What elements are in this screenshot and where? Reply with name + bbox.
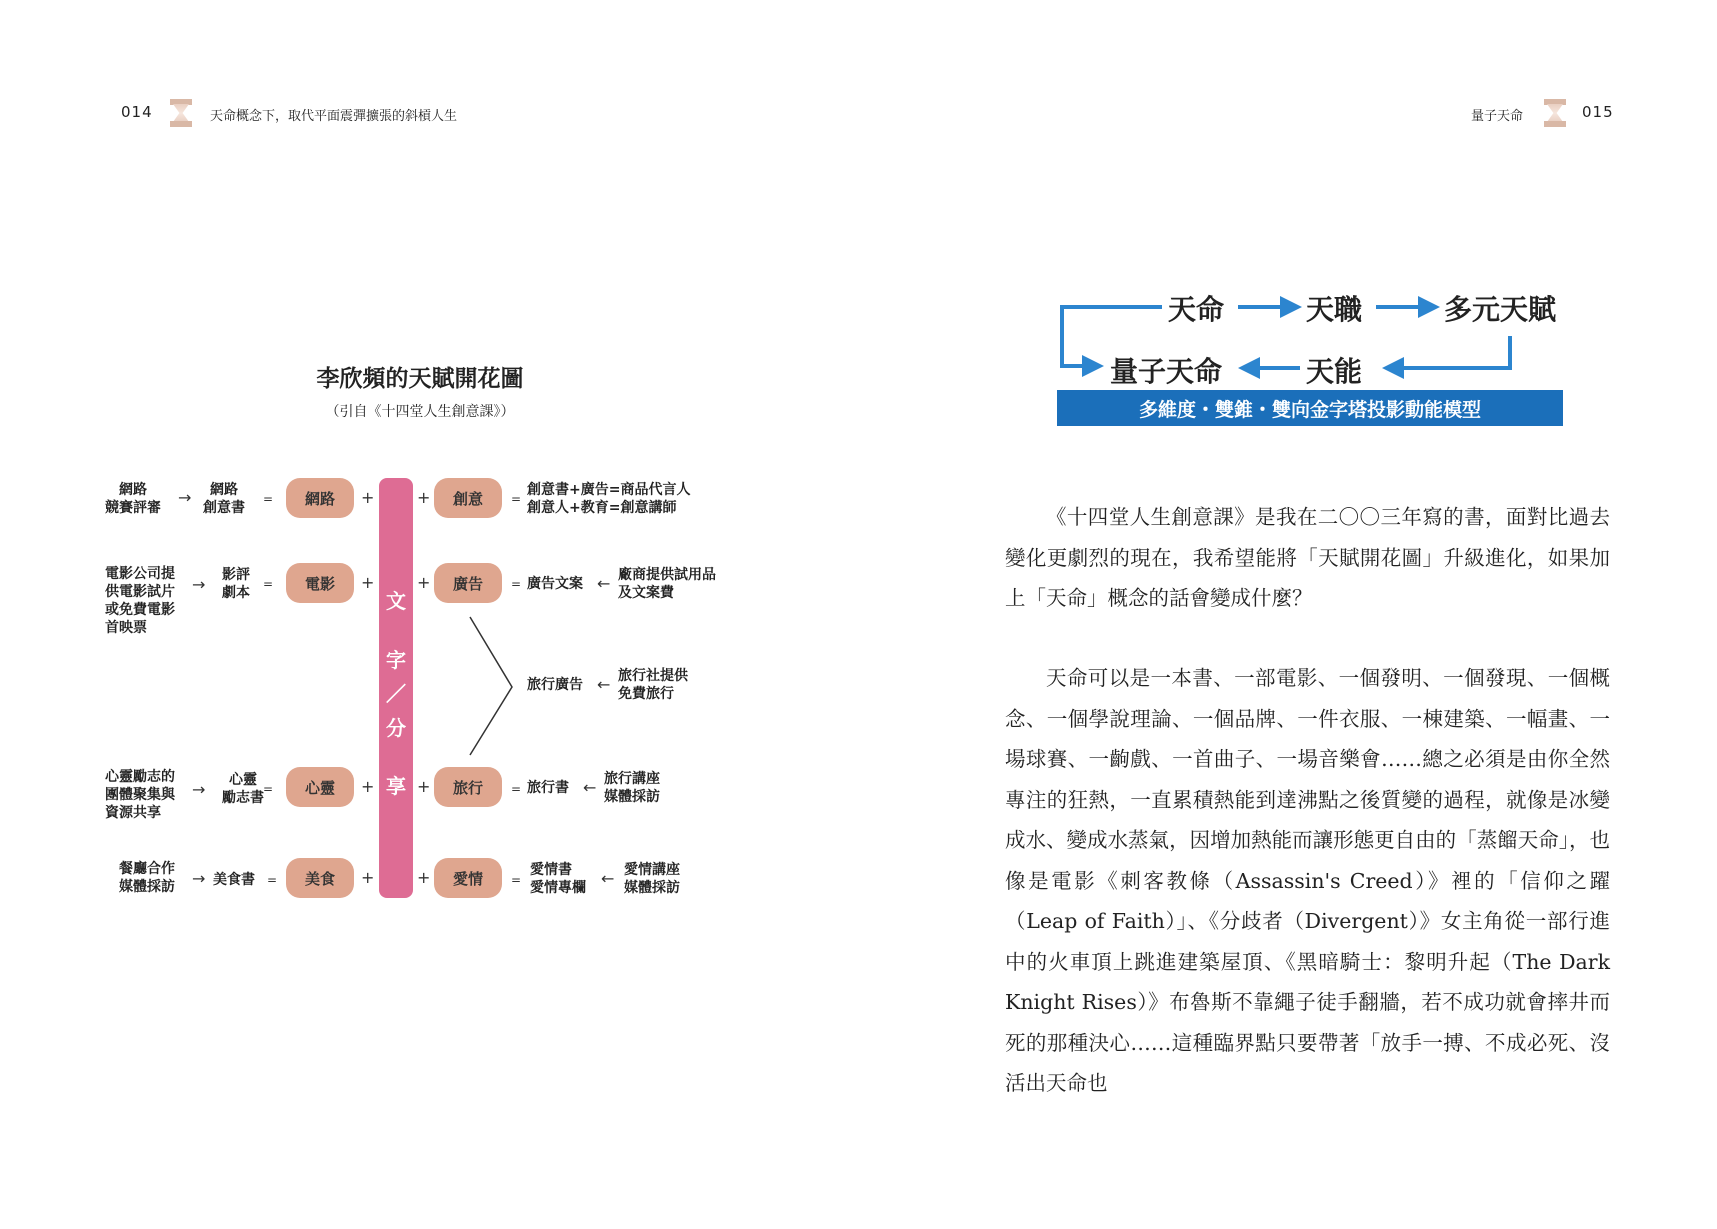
equals-sign: = — [263, 782, 274, 796]
plus-sign: + — [361, 488, 375, 507]
equals-sign: = — [511, 577, 522, 591]
pill-left: 美食 — [286, 858, 354, 898]
plus-sign: + — [417, 488, 431, 507]
hourglass-icon — [1544, 99, 1566, 127]
connector-line — [1238, 305, 1284, 309]
left-page-number: 014 — [121, 103, 153, 121]
row-result: 旅行書 — [527, 780, 569, 796]
center-bar-char: 字 — [386, 648, 406, 672]
arrow-left: ← — [601, 869, 615, 888]
row-result-source: 旅行社提供 免費旅行 — [618, 668, 688, 702]
equals-sign: = — [267, 873, 278, 887]
plus-sign: + — [417, 777, 431, 796]
row-mid: 美食書 — [213, 872, 255, 888]
arrow-right: → — [192, 575, 206, 594]
arrow-right: → — [192, 869, 206, 888]
arrow-left: ← — [597, 574, 611, 593]
arrow-right: → — [178, 488, 192, 507]
right-page-number: 015 — [1582, 103, 1614, 121]
row-source: 心靈勵志的 團體聚集與 資源共享 — [105, 769, 175, 821]
plus-sign: + — [361, 777, 375, 796]
center-bar-char: ／ — [386, 682, 406, 706]
pill-left: 電影 — [286, 563, 354, 603]
paragraph-text: 天命可以是一本書、一部電影、一個發明、一個發現、一個概念、一個學說理論、一個品牌、一件衣服、一棟建築、一幅畫、一場球賽、一齣戲、一首曲子、一場音樂會……總之必須是由你全然專注的狂熱，一直累積熱能到達沸點之後質變的過程，就像是冰變成水、變成水蒸氣，因增加熱能而讓形態更自由的「蒸餾天命」，也像是電影《刺客教條（Assassin's Creed）》裡的「信仰之躍（Leap of Faith）」、《分歧者（Divergent）》女主角從一部行進中的火車頂上跳進建築屋頂、《黑暗騎士：黎明升起（The Dark Knight Rises）》布魯斯不靠繩子徒手翻牆，若不成功就會摔井而死的那種決心……這種臨界點只要帶著「放手一搏、不成必死、沒活出天命也 — [1005, 666, 1610, 1095]
plus-sign: + — [361, 573, 375, 592]
equals-sign: = — [511, 782, 522, 796]
hourglass-icon — [170, 99, 192, 127]
row-result-source: 愛情講座 媒體採訪 — [624, 862, 680, 896]
diagram-title: 李欣頻的天賦開花圖 — [316, 366, 524, 392]
top-node-talents: 多元天賦 — [1444, 293, 1557, 326]
row-result: 創意書+廣告=商品代言人 創意人+教育=創意講師 — [527, 482, 691, 516]
equals-sign: = — [511, 873, 522, 887]
pill-right: 廣告 — [434, 563, 502, 603]
connector-line — [1400, 366, 1512, 370]
pill-right: 旅行 — [434, 767, 502, 807]
model-caption-bar: 多維度・雙錐・雙向金字塔投影動能模型 — [1057, 390, 1563, 426]
connector-line — [1060, 305, 1162, 309]
right-chapter-title: 量子天命 — [1471, 109, 1524, 124]
diagram-subtitle: （引自《十四堂人生創意課》） — [325, 404, 515, 420]
left-chapter-title: 天命概念下，取代平面震彈擴張的斜槓人生 — [210, 109, 458, 124]
plus-sign: + — [417, 573, 431, 592]
pill-right: 愛情 — [434, 858, 502, 898]
body-paragraph-2 — [1005, 658, 1610, 1104]
arrow-left: ← — [597, 675, 611, 694]
arrow-left: ← — [583, 778, 597, 797]
pill-left: 心靈 — [286, 767, 354, 807]
connector-line — [1256, 366, 1300, 370]
center-bar-char: 分 — [386, 716, 406, 740]
row-mid: 心靈 勵志書 — [222, 772, 264, 806]
arrow-right-icon — [1280, 296, 1302, 318]
pill-left: 網路 — [286, 478, 354, 518]
arrow-right-icon — [1082, 355, 1104, 377]
row-mid: 網路 創意書 — [203, 482, 245, 516]
plus-sign: + — [417, 868, 431, 887]
top-node-vocation: 天職 — [1306, 293, 1363, 326]
top-node-destiny: 天命 — [1168, 293, 1225, 326]
center-bar-char: 享 — [386, 774, 406, 798]
bottom-node-ability: 天能 — [1306, 355, 1363, 388]
arrow-right: → — [192, 780, 206, 799]
arrow-right-icon — [1418, 296, 1440, 318]
pill-right: 創意 — [434, 478, 502, 518]
fork-lines — [460, 615, 520, 760]
row-mid: 影評 劇本 — [222, 567, 250, 601]
center-bar-char: 文 — [386, 589, 406, 613]
row-source: 餐廳合作 媒體採訪 — [119, 861, 175, 895]
paragraph-text: 《十四堂人生創意課》是我在二〇〇三年寫的書，面對比過去變化更劇烈的現在，我希望能將「天賦開花圖」升級進化，如果加上「天命」概念的話會變成什麼？ — [1005, 505, 1610, 610]
equals-sign: = — [511, 492, 522, 506]
connector-line — [1060, 305, 1064, 368]
connector-line — [1508, 336, 1512, 370]
equals-sign: = — [263, 492, 274, 506]
equals-sign: = — [263, 577, 274, 591]
row-source: 電影公司提 供電影試片 或免費電影 首映票 — [105, 566, 175, 636]
row-result: 旅行廣告 — [527, 677, 583, 693]
connector-line — [1376, 305, 1422, 309]
row-result: 廣告文案 — [527, 576, 583, 592]
row-result: 愛情書 愛情專欄 — [530, 862, 586, 896]
bottom-node-quantum-destiny: 量子天命 — [1110, 355, 1223, 388]
row-result-source: 旅行講座 媒體採訪 — [604, 771, 660, 805]
row-source: 網路 競賽評審 — [105, 482, 161, 516]
plus-sign: + — [361, 868, 375, 887]
row-result-source: 廠商提供試用品 及文案費 — [618, 567, 716, 601]
body-paragraph-1 — [1005, 497, 1610, 619]
